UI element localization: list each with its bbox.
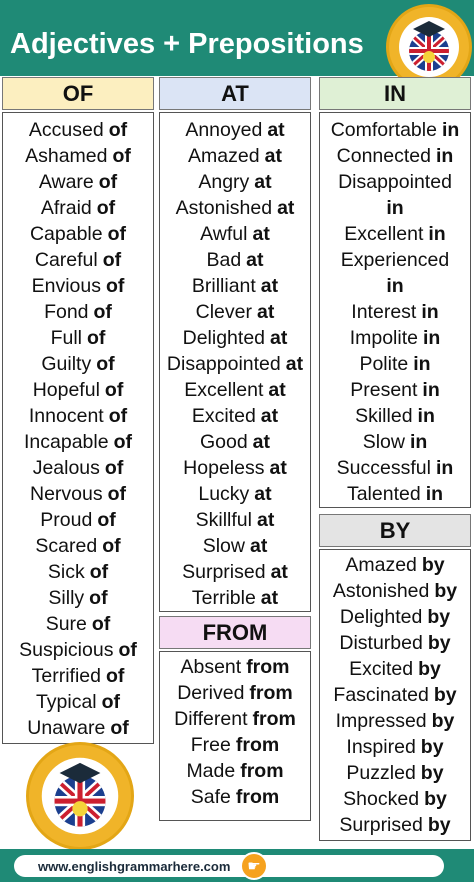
preposition-text: at bbox=[270, 327, 288, 349]
adjective-text: Different bbox=[174, 708, 248, 730]
list-item bbox=[3, 481, 153, 507]
preposition-text: of bbox=[97, 509, 116, 531]
adjective-text: Brilliant bbox=[191, 275, 256, 297]
adjective-text: Suspicious bbox=[19, 639, 114, 661]
preposition-text: of bbox=[105, 665, 125, 687]
list-item bbox=[320, 656, 470, 682]
list-item bbox=[320, 195, 470, 221]
preposition-text: at bbox=[267, 119, 285, 141]
list-item bbox=[160, 351, 310, 377]
list-item bbox=[160, 654, 310, 680]
list-item bbox=[320, 325, 470, 351]
adjective-text: Skilled bbox=[355, 405, 413, 427]
preposition-text: from bbox=[235, 786, 280, 808]
adjective-text: Excited bbox=[191, 405, 256, 427]
list-item bbox=[320, 812, 470, 838]
preposition-text: at bbox=[254, 171, 272, 193]
from-list bbox=[160, 652, 310, 810]
adjective-text: Absent bbox=[180, 656, 242, 678]
adjective-text: Made bbox=[186, 760, 236, 782]
preposition-text: by bbox=[431, 710, 455, 732]
adjective-text: Slow bbox=[202, 535, 245, 557]
preposition-text: at bbox=[252, 431, 271, 453]
from-header-label: FROM bbox=[202, 619, 268, 645]
list-item bbox=[3, 377, 153, 403]
preposition-text: of bbox=[107, 223, 127, 245]
page-title: Adjectives + Prepositions bbox=[10, 28, 364, 60]
at-list bbox=[160, 113, 310, 611]
in-list-box bbox=[319, 112, 471, 508]
list-item bbox=[320, 169, 470, 195]
preposition-text: from bbox=[240, 760, 284, 782]
adjective-text: Amazed bbox=[345, 554, 417, 576]
adjective-text: Connected bbox=[336, 145, 431, 167]
adjective-text: Annoyed bbox=[185, 119, 263, 141]
list-item bbox=[160, 195, 310, 221]
at-list-box bbox=[159, 112, 311, 612]
list-item bbox=[3, 247, 153, 273]
list-item bbox=[160, 481, 310, 507]
preposition-text: by bbox=[421, 554, 445, 576]
preposition-text: of bbox=[104, 379, 124, 401]
adjective-text: Silly bbox=[48, 587, 85, 609]
adjective-text: Impressed bbox=[335, 710, 427, 732]
adjective-text: Excellent bbox=[344, 223, 424, 245]
adjective-text: Guilty bbox=[41, 353, 92, 375]
adjective-text: Capable bbox=[29, 223, 103, 245]
preposition-text: at bbox=[270, 561, 288, 583]
list-item bbox=[160, 273, 310, 299]
adjective-text: Typical bbox=[35, 691, 97, 713]
preposition-text: in bbox=[417, 405, 435, 427]
list-item bbox=[320, 760, 470, 786]
adjective-text: Nervous bbox=[29, 483, 103, 505]
list-item bbox=[3, 533, 153, 559]
list-item bbox=[3, 689, 153, 715]
preposition-text: from bbox=[252, 708, 296, 730]
list-item bbox=[320, 273, 470, 299]
list-item bbox=[3, 143, 153, 169]
from-list-box bbox=[159, 651, 311, 821]
list-item bbox=[160, 585, 310, 611]
preposition-text: of bbox=[87, 327, 106, 349]
list-item bbox=[3, 585, 153, 611]
of-header bbox=[2, 77, 154, 110]
list-item bbox=[160, 784, 310, 810]
adjective-text: Terrible bbox=[191, 587, 256, 609]
preposition-text: of bbox=[104, 457, 124, 479]
preposition-text: of bbox=[108, 119, 128, 141]
list-item bbox=[3, 637, 153, 663]
preposition-text: from bbox=[246, 656, 290, 678]
in-list bbox=[320, 113, 470, 507]
adjective-text: Incapable bbox=[24, 431, 109, 453]
preposition-text: in bbox=[386, 275, 404, 297]
preposition-text: of bbox=[112, 145, 131, 167]
footer-bar bbox=[0, 849, 474, 882]
adjective-text: Experienced bbox=[340, 249, 450, 271]
preposition-text: at bbox=[257, 301, 275, 323]
of-list-box bbox=[2, 112, 154, 744]
preposition-text: at bbox=[269, 457, 287, 479]
list-item bbox=[320, 481, 470, 507]
adjective-text: Hopeful bbox=[32, 379, 100, 401]
adjective-text: Inspired bbox=[346, 736, 416, 758]
adjective-text: Full bbox=[50, 327, 82, 349]
preposition-text: at bbox=[264, 145, 282, 167]
adjective-text: Talented bbox=[346, 483, 421, 505]
list-item bbox=[320, 221, 470, 247]
list-item bbox=[3, 715, 153, 741]
list-item bbox=[3, 325, 153, 351]
preposition-text: in bbox=[386, 197, 404, 219]
list-item bbox=[160, 325, 310, 351]
preposition-text: of bbox=[110, 717, 129, 739]
preposition-text: in bbox=[441, 119, 460, 141]
list-item bbox=[160, 377, 310, 403]
adjective-text: Comfortable bbox=[330, 119, 437, 141]
adjective-text: Surprised bbox=[339, 814, 423, 836]
list-item bbox=[160, 455, 310, 481]
preposition-text: of bbox=[93, 301, 112, 323]
adjective-text: Disturbed bbox=[339, 632, 423, 654]
preposition-text: by bbox=[427, 632, 451, 654]
list-item bbox=[3, 117, 153, 143]
from-header bbox=[159, 616, 311, 649]
adjective-text: Excellent bbox=[184, 379, 264, 401]
in-header bbox=[319, 77, 471, 110]
logo-flag-icon bbox=[389, 7, 469, 87]
adjective-text: Free bbox=[190, 734, 231, 756]
preposition-text: by bbox=[424, 788, 447, 810]
list-item bbox=[160, 706, 310, 732]
preposition-text: in bbox=[421, 301, 439, 323]
list-item bbox=[320, 299, 470, 325]
list-item bbox=[3, 559, 153, 585]
preposition-text: of bbox=[89, 561, 109, 583]
preposition-text: at bbox=[260, 405, 279, 427]
list-item bbox=[320, 630, 470, 656]
list-item bbox=[3, 299, 153, 325]
preposition-text: of bbox=[105, 275, 125, 297]
list-item bbox=[320, 247, 470, 273]
adjective-text: Present bbox=[350, 379, 418, 401]
list-item bbox=[3, 221, 153, 247]
list-item bbox=[320, 708, 470, 734]
adjective-text: Aware bbox=[38, 171, 94, 193]
preposition-text: by bbox=[433, 684, 457, 706]
adjective-text: Terrified bbox=[31, 665, 101, 687]
adjective-text: Polite bbox=[359, 353, 409, 375]
adjective-text: Clever bbox=[195, 301, 252, 323]
brand-logo-bottom bbox=[26, 742, 134, 850]
adjective-text: Envious bbox=[31, 275, 101, 297]
preposition-text: of bbox=[89, 587, 108, 609]
at-header bbox=[159, 77, 311, 110]
pointing-hand-icon: ☛ bbox=[240, 852, 268, 880]
footer-url[interactable]: www.englishgrammarhere.com bbox=[38, 859, 231, 874]
logo-flag-icon bbox=[29, 745, 131, 847]
adjective-text: Proud bbox=[40, 509, 93, 531]
list-item bbox=[3, 611, 153, 637]
list-item bbox=[160, 559, 310, 585]
list-item bbox=[160, 143, 310, 169]
adjective-text: Fascinated bbox=[333, 684, 429, 706]
preposition-text: of bbox=[98, 171, 118, 193]
adjective-text: Sick bbox=[47, 561, 85, 583]
preposition-text: by bbox=[420, 736, 444, 758]
preposition-text: at bbox=[260, 587, 279, 609]
adjective-text: Delighted bbox=[182, 327, 266, 349]
adjective-text: Slow bbox=[362, 431, 405, 453]
list-item bbox=[3, 429, 153, 455]
adjective-text: Unaware bbox=[27, 717, 106, 739]
adjective-text: Delighted bbox=[339, 606, 423, 628]
adjective-text: Good bbox=[199, 431, 248, 453]
preposition-text: by bbox=[427, 814, 451, 836]
adjective-text: Accused bbox=[28, 119, 104, 141]
preposition-text: in bbox=[422, 327, 441, 349]
list-item bbox=[160, 680, 310, 706]
preposition-text: of bbox=[102, 249, 122, 271]
preposition-text: from bbox=[249, 682, 293, 704]
adjective-text: Impolite bbox=[349, 327, 418, 349]
preposition-text: of bbox=[107, 483, 127, 505]
of-list bbox=[3, 113, 153, 741]
list-item bbox=[320, 403, 470, 429]
preposition-text: by bbox=[420, 762, 444, 784]
adjective-text: Innocent bbox=[28, 405, 104, 427]
list-item bbox=[160, 403, 310, 429]
adjective-text: Astonished bbox=[332, 580, 430, 602]
in-header-label: IN bbox=[384, 80, 406, 106]
list-item bbox=[3, 403, 153, 429]
preposition-text: at bbox=[268, 379, 286, 401]
list-item bbox=[320, 786, 470, 812]
list-item bbox=[3, 351, 153, 377]
adjective-text: Interest bbox=[351, 301, 417, 323]
list-item bbox=[160, 299, 310, 325]
adjective-text: Afraid bbox=[40, 197, 92, 219]
preposition-text: in bbox=[425, 483, 444, 505]
preposition-text: in bbox=[413, 353, 431, 375]
preposition-text: of bbox=[102, 535, 121, 557]
adjective-text: Scared bbox=[35, 535, 98, 557]
preposition-text: at bbox=[249, 535, 268, 557]
list-item bbox=[320, 429, 470, 455]
list-item bbox=[320, 682, 470, 708]
list-item bbox=[320, 117, 470, 143]
preposition-text: at bbox=[285, 353, 304, 375]
list-item bbox=[320, 455, 470, 481]
list-item bbox=[320, 552, 470, 578]
adjective-text: Amazed bbox=[188, 145, 260, 167]
by-header-label: BY bbox=[379, 517, 411, 543]
preposition-text: in bbox=[435, 145, 454, 167]
adjective-text: Sure bbox=[45, 613, 87, 635]
list-item bbox=[320, 377, 470, 403]
preposition-text: from bbox=[235, 734, 280, 756]
adjective-text: Jealous bbox=[32, 457, 100, 479]
adjective-text: Disappointed bbox=[166, 353, 281, 375]
list-item bbox=[160, 758, 310, 784]
adjective-text: Fond bbox=[44, 301, 89, 323]
list-item bbox=[3, 195, 153, 221]
preposition-text: in bbox=[409, 431, 428, 453]
list-item bbox=[320, 143, 470, 169]
adjective-text: Awful bbox=[200, 223, 248, 245]
list-item bbox=[320, 734, 470, 760]
adjective-text: Surprised bbox=[182, 561, 266, 583]
preposition-text: by bbox=[427, 606, 451, 628]
preposition-text: at bbox=[254, 483, 272, 505]
by-list bbox=[320, 550, 470, 838]
preposition-text: of bbox=[118, 639, 137, 661]
list-item bbox=[160, 507, 310, 533]
list-item bbox=[3, 663, 153, 689]
adjective-text: Lucky bbox=[198, 483, 250, 505]
list-item bbox=[3, 169, 153, 195]
at-header-label: AT bbox=[221, 80, 249, 106]
preposition-text: in bbox=[422, 379, 440, 401]
list-item bbox=[320, 578, 470, 604]
preposition-text: of bbox=[91, 613, 111, 635]
list-item bbox=[160, 169, 310, 195]
preposition-text: of bbox=[101, 691, 121, 713]
preposition-text: at bbox=[252, 223, 270, 245]
preposition-text: by bbox=[434, 580, 458, 602]
preposition-text: in bbox=[428, 223, 446, 245]
adjective-text: Safe bbox=[190, 786, 231, 808]
of-header-label: OF bbox=[62, 80, 94, 106]
adjective-text: Ashamed bbox=[25, 145, 108, 167]
preposition-text: at bbox=[257, 509, 275, 531]
list-item bbox=[160, 117, 310, 143]
preposition-text: of bbox=[113, 431, 132, 453]
preposition-text: in bbox=[435, 457, 454, 479]
preposition-text: at bbox=[277, 197, 295, 219]
adjective-text: Shocked bbox=[343, 788, 420, 810]
list-item bbox=[160, 247, 310, 273]
list-item bbox=[160, 429, 310, 455]
adjective-text: Successful bbox=[336, 457, 431, 479]
adjective-text: Disappointed bbox=[338, 171, 452, 193]
list-item bbox=[320, 351, 470, 377]
preposition-text: at bbox=[260, 275, 279, 297]
preposition-text: of bbox=[96, 197, 116, 219]
list-item bbox=[160, 221, 310, 247]
preposition-text: of bbox=[96, 353, 115, 375]
preposition-text: of bbox=[108, 405, 128, 427]
adjective-text: Skillful bbox=[195, 509, 252, 531]
by-list-box bbox=[319, 549, 471, 841]
by-header bbox=[319, 514, 471, 547]
adjective-text: Puzzled bbox=[346, 762, 416, 784]
list-item bbox=[160, 533, 310, 559]
adjective-text: Derived bbox=[177, 682, 245, 704]
adjective-text: Bad bbox=[206, 249, 242, 271]
list-item bbox=[3, 273, 153, 299]
list-item bbox=[3, 455, 153, 481]
adjective-text: Excited bbox=[349, 658, 414, 680]
list-item bbox=[3, 507, 153, 533]
preposition-text: at bbox=[246, 249, 264, 271]
preposition-text: by bbox=[418, 658, 441, 680]
list-item bbox=[320, 604, 470, 630]
list-item bbox=[160, 732, 310, 758]
adjective-text: Careful bbox=[34, 249, 98, 271]
adjective-text: Astonished bbox=[175, 197, 273, 219]
adjective-text: Angry bbox=[198, 171, 250, 193]
adjective-text: Hopeless bbox=[183, 457, 265, 479]
